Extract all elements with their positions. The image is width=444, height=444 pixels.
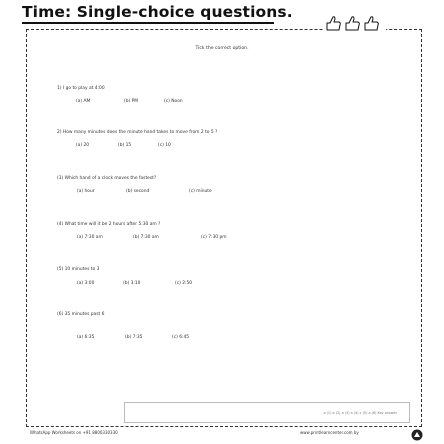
footer-website: www.printlearncenter.com by (300, 430, 359, 435)
question-4: (4) What time will it be 2 hours after 5:30 am ? (57, 222, 161, 227)
option-1a: (a) AM (76, 99, 91, 104)
option-5c: (c) 2:50 (175, 281, 193, 286)
option-4c: (c) 7:30 pm (201, 235, 227, 240)
question-2: 2) How many minutes does the minute hand takes to move from 2 to 5 ? (57, 130, 218, 135)
worksheet-title: Time: Single-choice questions. (22, 3, 293, 21)
option-5b: (b) 3:10 (123, 281, 141, 286)
option-4b: (b) 7:30 am (133, 235, 159, 240)
option-1c: (c) Noon (164, 99, 183, 104)
thumbs-up-icon (365, 17, 378, 30)
option-3a: (a) hour (77, 189, 95, 194)
answer-key-box (124, 402, 410, 423)
title-underline (22, 22, 274, 24)
option-6a: (a) 6:35 (77, 335, 95, 340)
option-6c: (c) 6:45 (172, 335, 190, 340)
question-6: (6) 35 minutes past 6 (57, 312, 105, 317)
answer-key-text: a (1) b (2) a (3) a (4) c (5) a (6) Key answer (323, 411, 397, 415)
footer-contact: WhatsApp Worksheets on +91 8800330330 (30, 430, 118, 435)
option-2b: (b) 15 (118, 143, 132, 148)
thumbs-decoration (324, 13, 386, 33)
option-4a: (a) 7:30 am (77, 235, 103, 240)
option-3c: (c) minute (189, 189, 212, 194)
thumbs-up-icon (327, 17, 340, 30)
option-5a: (a) 3:00 (77, 281, 95, 286)
option-3b: (b) second (126, 189, 150, 194)
option-2a: (a) 20 (76, 143, 90, 148)
option-6b: (b) 7:35 (125, 335, 143, 340)
question-1: 1) I go to play at 4:00 (57, 86, 105, 91)
instruction-text: Tick the correct option. (195, 46, 249, 51)
question-5: (5) 10 minutes to 3 (57, 267, 100, 272)
brand-logo-icon (411, 426, 423, 438)
option-1b: (b) PM (124, 99, 139, 104)
option-2c: (c) 10 (158, 143, 171, 148)
thumbs-up-icon (346, 17, 359, 30)
question-3: (3) Which hand of a clock moves the fastest? (57, 176, 157, 181)
